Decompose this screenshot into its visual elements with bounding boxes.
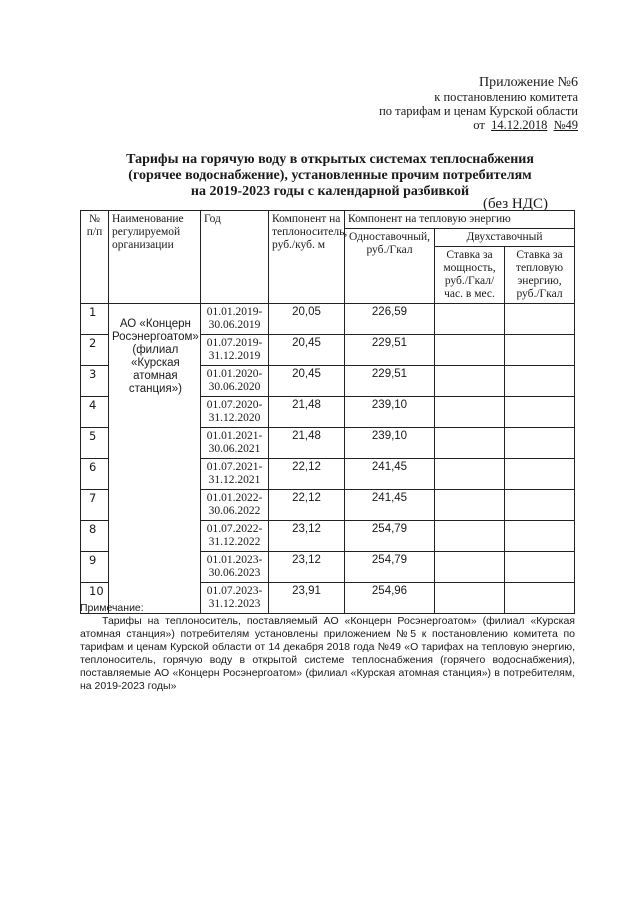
note-body: Тарифы на теплоноситель, поставляемый АО «Концерн Росэнергоатом» (филиал «Курская атомная станция») потребителям установлены приложением №5 к постановлению комитета по тарифам и ценам Курской области от 14 декабря 2018 года №49 «О тарифах на тепловую энергию, теплоноситель, горячую воду в открытой системе теплоснабжения (горячего водоснабжения), поставляемые АО «Концерн Росэнергоатом» (филиал «Курская атомная станция») в потребителям, на 2019-2023 годы»: [80, 615, 575, 692]
row-period: 01.01.2023-30.06.2023: [201, 552, 269, 583]
row-single: 239,10: [345, 397, 435, 428]
row-capacity: [435, 521, 505, 552]
title-line-1: Тарифы на горячую воду в открытых системах теплоснабжения: [126, 152, 534, 167]
row-num: 8: [81, 521, 109, 552]
row-carrier: 22,12: [269, 490, 345, 521]
header-carrier: Компонент на теплоноситель, руб./куб. м: [269, 211, 345, 304]
title-line-3: на 2019-2023 годы с календарной разбивкой: [190, 184, 470, 199]
row-carrier: 23,12: [269, 552, 345, 583]
row-carrier: 21,48: [269, 397, 345, 428]
row-energy: [505, 521, 575, 552]
row-carrier: 20,45: [269, 335, 345, 366]
row-carrier: 23,91: [269, 583, 345, 614]
row-capacity: [435, 459, 505, 490]
row-num: 6: [81, 459, 109, 490]
header-single-rate: Одноставочный, руб./Гкал: [345, 229, 435, 304]
row-single: 239,10: [345, 428, 435, 459]
row-single: 254,79: [345, 552, 435, 583]
tariff-table: [80, 210, 575, 614]
row-carrier: 22,12: [269, 459, 345, 490]
row-num: 4: [81, 397, 109, 428]
row-num: 10: [81, 583, 109, 614]
row-num: 2: [81, 335, 109, 366]
title-line-2: (горячее водоснабжение), установленные прочим потребителям: [128, 168, 532, 183]
row-period: 01.01.2021-30.06.2021: [201, 428, 269, 459]
header-num: № п/п: [81, 211, 109, 304]
row-energy: [505, 397, 575, 428]
row-single: 229,51: [345, 366, 435, 397]
appendix-date: 14.12.2018: [491, 118, 548, 132]
row-period: 01.07.2023-31.12.2023: [201, 583, 269, 614]
appendix-number: №49: [553, 118, 578, 132]
row-period: 01.07.2021-31.12.2021: [201, 459, 269, 490]
header-two-rate: Двухставочный: [435, 229, 575, 247]
document-title: [80, 152, 580, 200]
row-energy: [505, 366, 575, 397]
header-capacity-rate: Ставка за мощность, руб./Гкал/час. в мес.: [435, 247, 505, 304]
row-capacity: [435, 490, 505, 521]
note-section: [80, 602, 575, 693]
row-num: 1: [81, 304, 109, 335]
from-label: от: [473, 118, 485, 132]
vat-note: (без НДС): [482, 196, 548, 212]
header-energy-rate: Ставка за тепловую энергию, руб./Гкал: [505, 247, 575, 304]
row-single: 254,79: [345, 521, 435, 552]
appendix-date-line: [473, 118, 578, 133]
row-carrier: 20,05: [269, 304, 345, 335]
note-text: [80, 615, 575, 693]
row-single: 254,96: [345, 583, 435, 614]
row-carrier: 23,12: [269, 521, 345, 552]
appendix-title: Приложение №6: [479, 75, 578, 90]
organization-name: АО «Концерн Росэнергоатом» (филиал «Курская атомная станция»): [112, 318, 199, 395]
row-period: 01.01.2019-30.06.2019: [201, 304, 269, 335]
row-energy: [505, 552, 575, 583]
appendix-ref-line: к постановлению комитета: [434, 90, 578, 104]
row-carrier: 21,48: [269, 428, 345, 459]
row-period: 01.01.2020-30.06.2020: [201, 366, 269, 397]
row-period: 01.07.2022-31.12.2022: [201, 521, 269, 552]
row-period: 01.07.2020-31.12.2020: [201, 397, 269, 428]
row-period: 01.01.2022-30.06.2022: [201, 490, 269, 521]
row-num: 7: [81, 490, 109, 521]
organization-cell: [109, 304, 201, 614]
note-label: Примечание:: [80, 602, 144, 614]
row-energy: [505, 335, 575, 366]
row-capacity: [435, 304, 505, 335]
row-single: 241,45: [345, 459, 435, 490]
row-capacity: [435, 428, 505, 459]
row-num: 9: [81, 552, 109, 583]
row-capacity: [435, 366, 505, 397]
row-single: 226,59: [345, 304, 435, 335]
row-energy: [505, 490, 575, 521]
row-carrier: 20,45: [269, 366, 345, 397]
row-capacity: [435, 335, 505, 366]
row-energy: [505, 459, 575, 490]
row-period: 01.07.2019-31.12.2019: [201, 335, 269, 366]
row-num: 5: [81, 428, 109, 459]
row-capacity: [435, 552, 505, 583]
appendix-authority: по тарифам и ценам Курской области: [379, 104, 578, 118]
row-energy: [505, 304, 575, 335]
row-capacity: [435, 397, 505, 428]
header-energy: Компонент на тепловую энергию: [345, 211, 575, 229]
table-row: [81, 304, 575, 335]
row-energy: [505, 428, 575, 459]
row-single: 241,45: [345, 490, 435, 521]
header-name: Наименование регулируемой организации: [109, 211, 201, 304]
row-single: 229,51: [345, 335, 435, 366]
header-year: Год: [201, 211, 269, 304]
row-num: 3: [81, 366, 109, 397]
